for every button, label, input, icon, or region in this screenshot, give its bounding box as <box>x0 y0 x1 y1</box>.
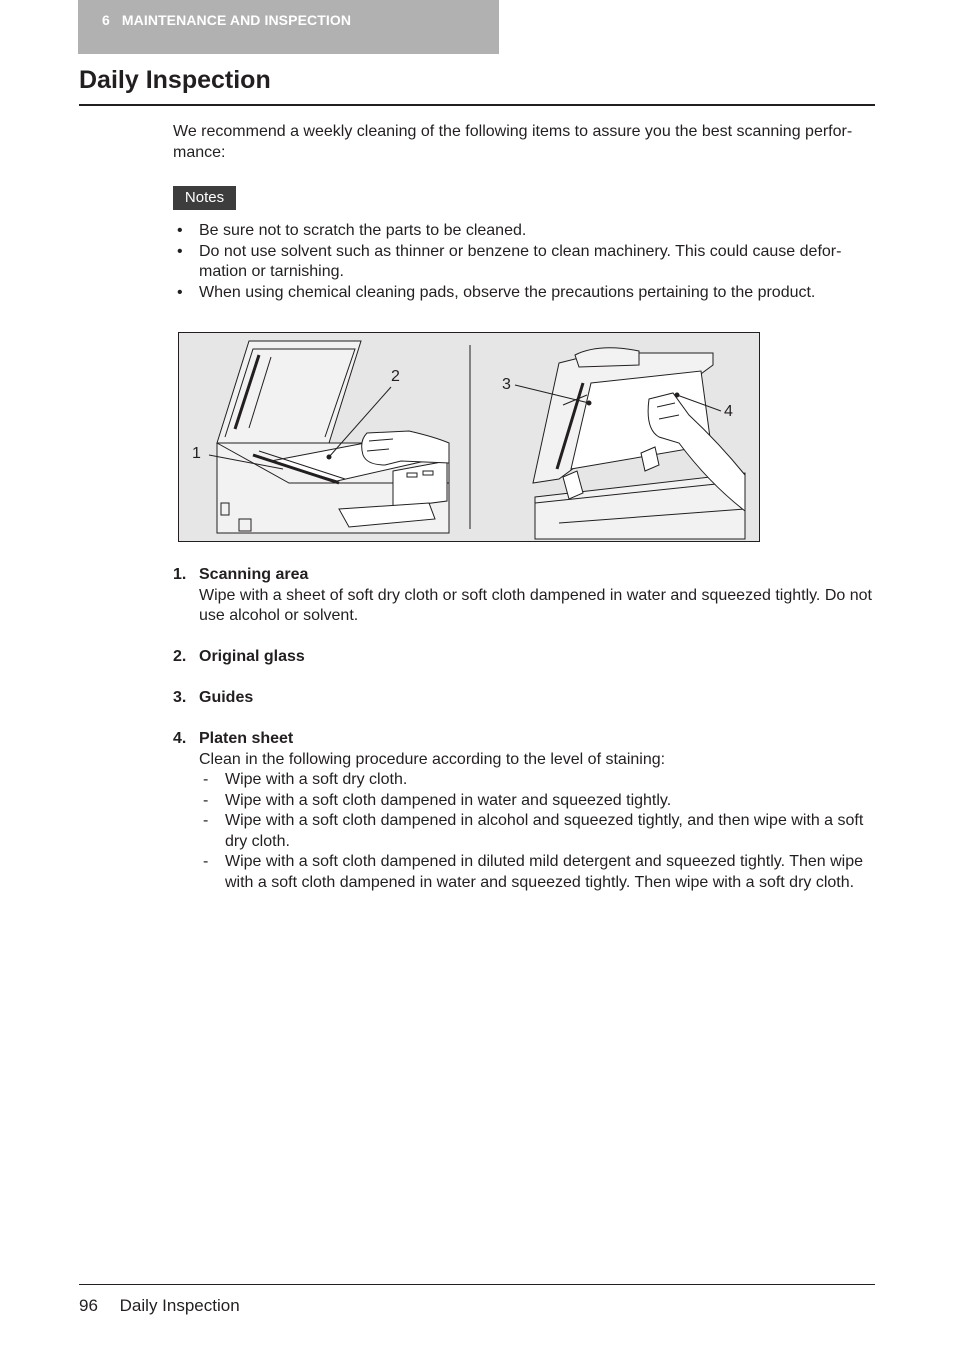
chapter-label: 6 MAINTENANCE AND INSPECTION <box>102 12 352 28</box>
callout-label-3: 3 <box>502 376 511 393</box>
step-description: Clean in the following procedure according to the level of staining: <box>199 750 666 768</box>
list-item <box>173 565 877 627</box>
callout-label-2: 2 <box>391 368 400 385</box>
bullet-icon: • <box>177 242 183 260</box>
list-item: - Wipe with a soft cloth dampened in alcohol and squeezed tightly, and then wipe with a soft dry cloth. <box>203 812 864 850</box>
list-item: • When using chemical cleaning pads, observe the precautions pertaining to the product. <box>173 283 873 304</box>
step-title: Original glass <box>199 648 305 665</box>
list-item: • Do not use solvent such as thinner or benzene to clean machinery. This could cause defor-mation or tarnishing. <box>177 242 842 280</box>
footer-section-title: Daily Inspection <box>119 1296 240 1315</box>
chapter-header-tab <box>78 0 499 54</box>
callout-label-1: 1 <box>192 445 201 462</box>
dash-icon: - <box>203 791 209 809</box>
list-item <box>173 688 877 709</box>
notes-list <box>173 221 873 303</box>
page-title: Daily Inspection <box>79 66 271 94</box>
scanner-cleaning-figure <box>178 332 760 542</box>
page-number: 96 <box>79 1296 98 1315</box>
platen-cleaning-sublist <box>199 770 877 893</box>
callout-label-4: 4 <box>724 403 733 420</box>
page-footer <box>79 1296 240 1316</box>
list-item: - Wipe with a soft cloth dampened in water and squeezed tightly. <box>199 791 877 812</box>
list-item <box>173 729 877 893</box>
title-divider <box>79 104 875 106</box>
list-item: • Be sure not to scratch the parts to be cleaned. <box>173 221 873 242</box>
step-number: 3. <box>173 689 187 706</box>
cleaning-steps-list <box>173 565 877 914</box>
list-item <box>173 647 877 668</box>
step-number: 4. <box>173 730 187 747</box>
step-description: Wipe with a sheet of soft dry cloth or soft cloth dampened in water and squeezed tightly. Do not use alcohol or solvent. <box>199 586 872 624</box>
list-item: - Wipe with a soft cloth dampened in diluted mild detergent and squeezed tightly. Then wipe with a soft cloth dampened in water and squeezed tightly. Then wipe with a soft dry cloth. <box>203 853 864 891</box>
scanner-illustration <box>179 333 760 542</box>
bullet-icon: • <box>177 222 183 239</box>
list-item: - Wipe with a soft dry cloth. <box>199 770 877 791</box>
bullet-icon: • <box>177 283 183 301</box>
step-number: 1. <box>173 566 187 583</box>
step-title: Guides <box>199 689 254 706</box>
dash-icon: - <box>203 812 209 829</box>
intro-paragraph: We recommend a weekly cleaning of the following items to assure you the best scanning perfor-mance: <box>173 123 853 161</box>
notes-badge: Notes <box>173 186 236 210</box>
step-title: Scanning area <box>199 566 309 583</box>
dash-icon: - <box>203 771 209 788</box>
footer-divider <box>79 1284 875 1285</box>
dash-icon: - <box>203 853 209 870</box>
step-number: 2. <box>173 648 187 665</box>
step-title: Platen sheet <box>199 730 294 747</box>
